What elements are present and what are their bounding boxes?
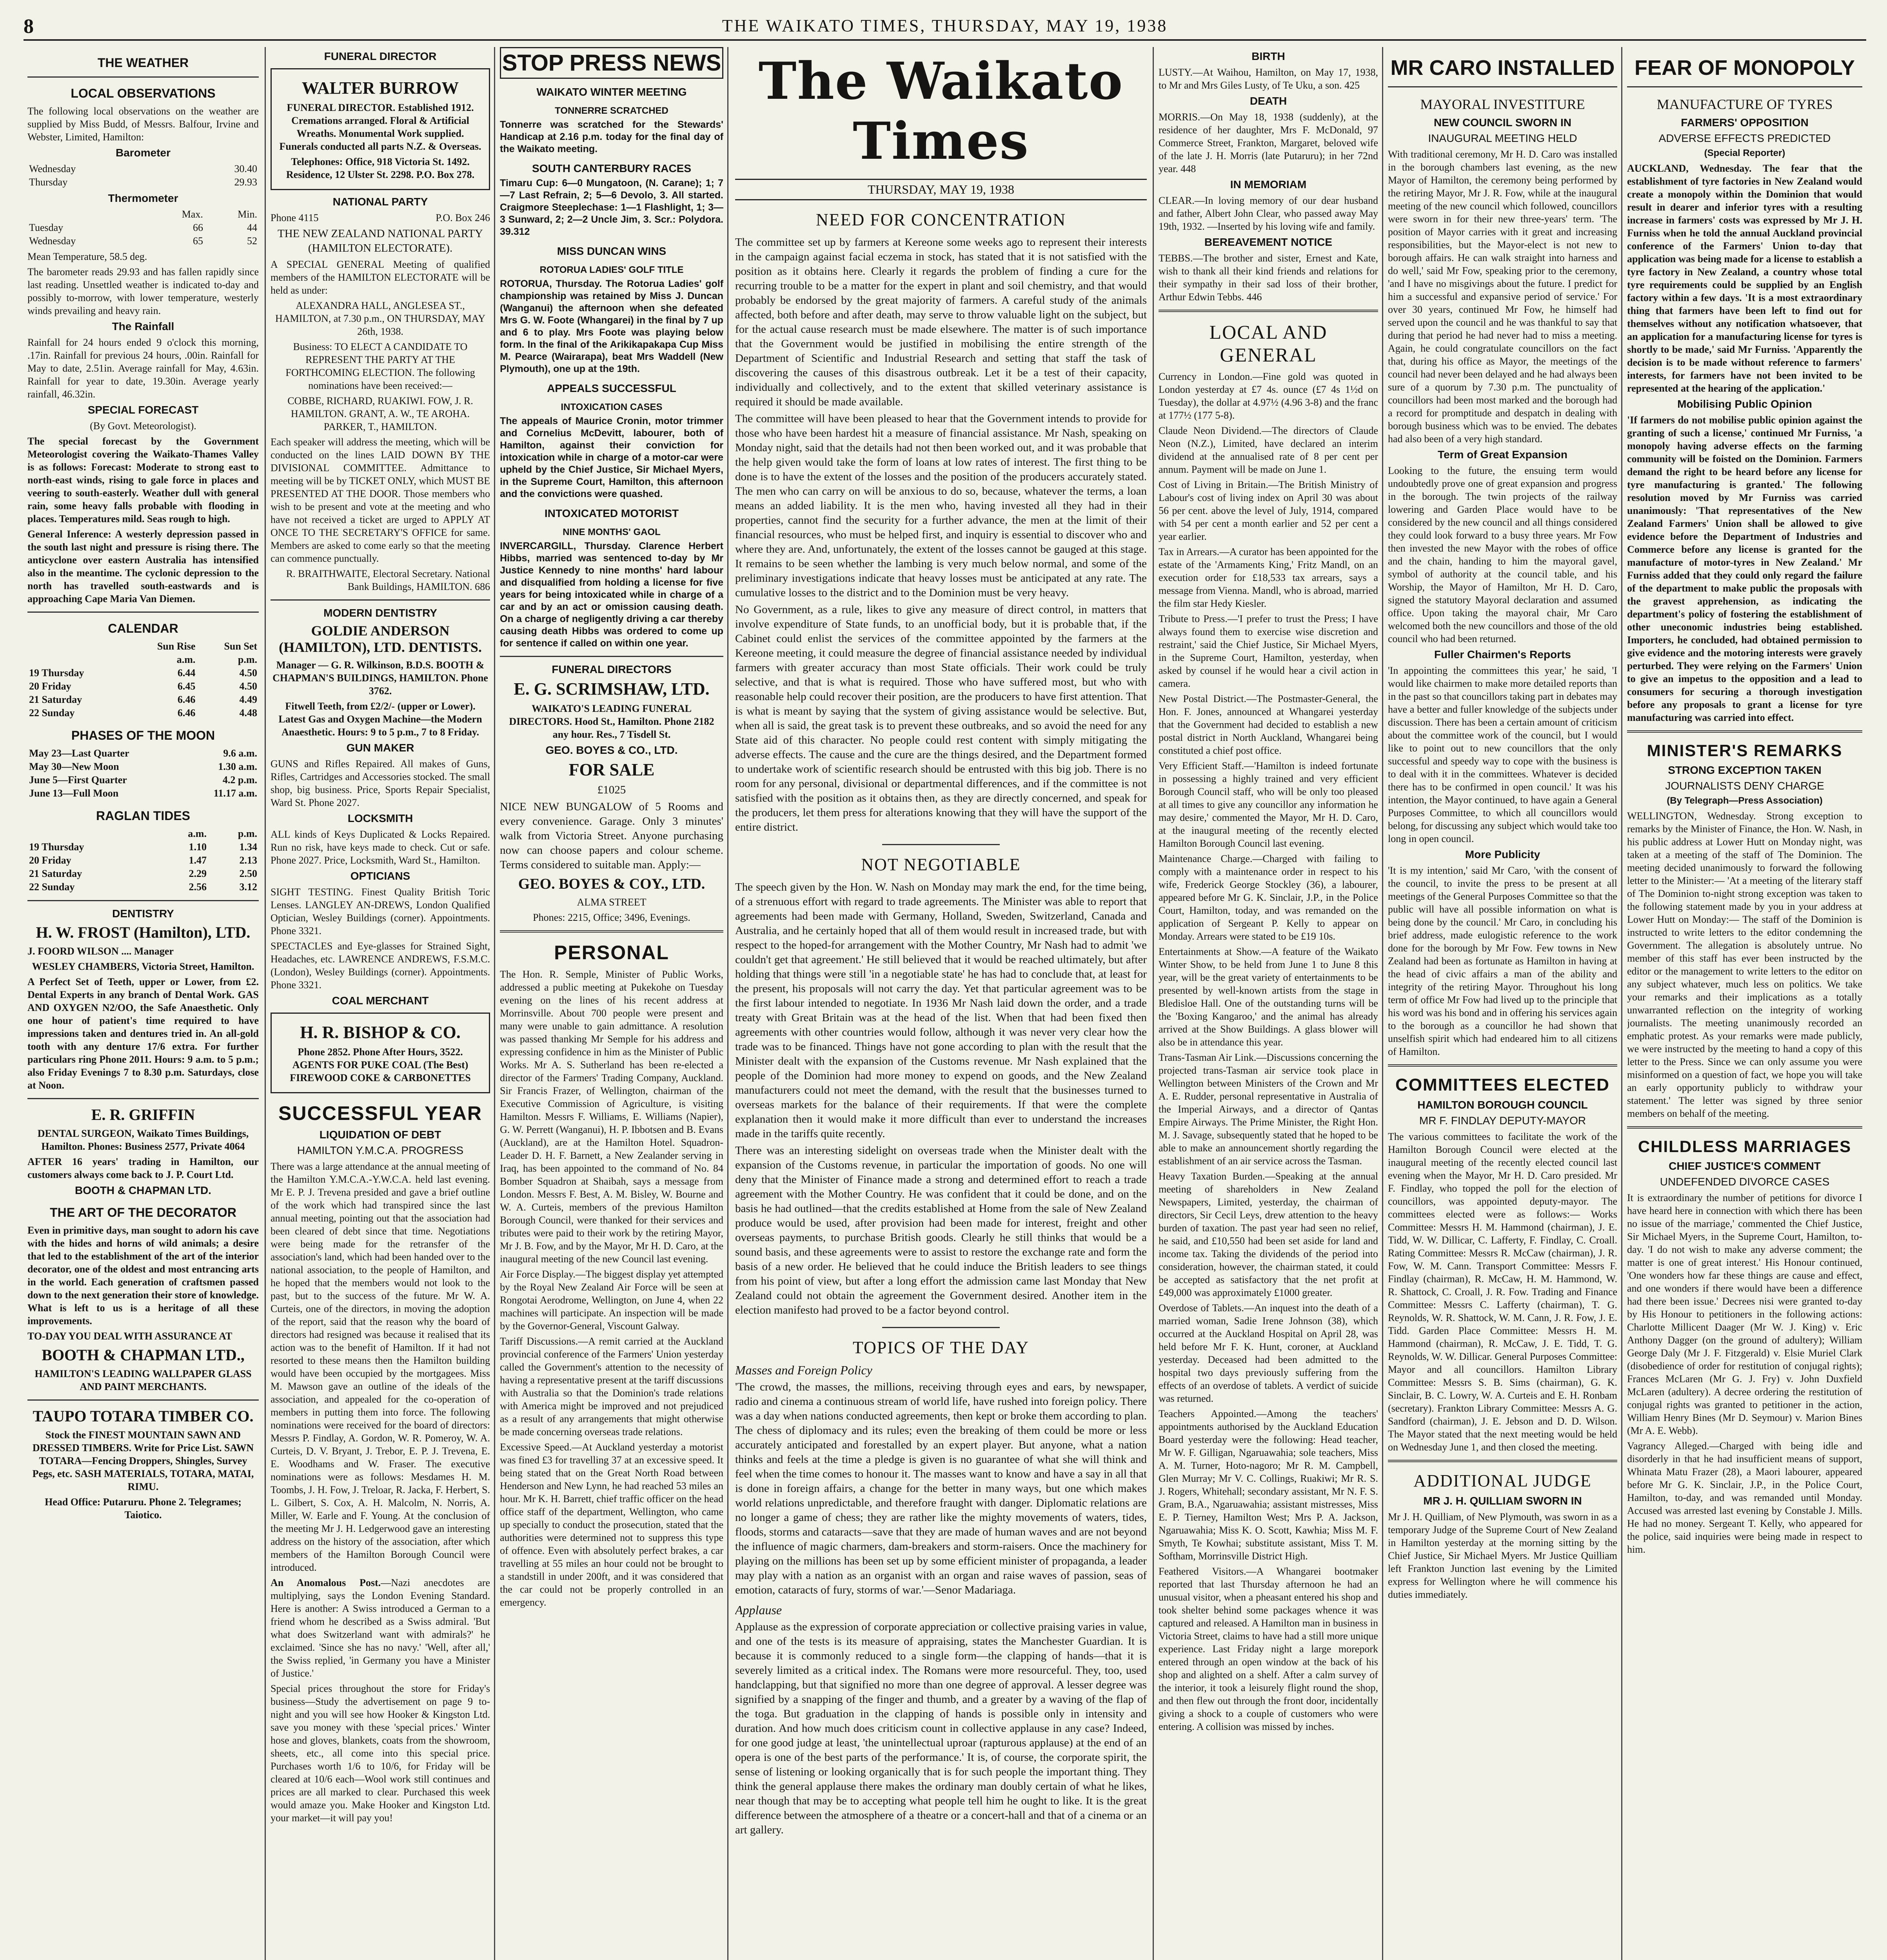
moon-heading: PHASES OF THE MOON (71, 728, 215, 742)
monopoly-sub3: ADVERSE EFFECTS PREDICTED (1658, 132, 1831, 144)
air-force-text: Air Force Display.—The biggest display yet attempted by the Royal New Zealand Air Force will be seen at Rongotai Aerodrome, Wellington, on June 4, when 22 machines will participate. An inspection will be made by the Governor-General, Viscount Galway. (500, 1269, 723, 1332)
scrimshaw-name: E. G. SCRIMSHAW, LTD. (514, 679, 710, 699)
decorator-text: Even in primitive days, man sought to adorn his cave with the hides and horns of wild animals; a desire that led to the establishment of the art of the interior decorator, one of the oldest and most entrancing arts in the world. Each generation of craftsmen passed down to the next generation their store of knowledge. What is left to us is a heritage of all these improvements. (27, 1225, 259, 1327)
masthead-line: THE WAIKATO TIMES, THURSDAY, MAY 19, 1938 (722, 16, 1168, 35)
column-caro (1388, 47, 1617, 1960)
local-heading: LOCAL AND GENERAL (1209, 321, 1328, 366)
calendar-table (27, 640, 259, 720)
mean-temperature: Mean Temperature, 58.5 deg. (27, 251, 147, 262)
local-item: Maintenance Charge.—Charged with failing to comply with a maintenance order in respect to his wife, Frederick George Stockley (36), a labourer, appeared before Mr G. K. Sinclair, J.P., in the Police Court, Hamilton, today, and was remanded on the application of Sergeant P. Kelly to appear on Monday. Arrears were stated to be £19 10s. (1159, 853, 1378, 942)
party-name: THE NEW ZEALAND NATIONAL PARTY (HAMILTON ELECTORATE). (278, 227, 483, 254)
table-row: May 23—Last Quarter 9.6 a.m. (29, 748, 257, 759)
observations-intro: The following local observations on the weather are supplied by Miss Budd, of Messrs. Balfour, Irvine and Webster, Limited, Hamilton: (27, 105, 259, 143)
topic2-title: Applause (735, 1603, 782, 1617)
local-item: Trans-Tasman Air Link.—Discussions concerning the projected trans-Tasman air service took place in Wellington between Ministers of the Crown and Mr A. E. Rudder, personal representative in Australia of the Imperial Airways, and a director of Qantas Empire Airways. The Prime Minister, the Right Hon. M. J. Savage, subsequently stated that he hoped to be able to make an announcement shortly regarding the establishment of an air service across the Tasman. (1159, 1052, 1378, 1167)
gun-text: GUNS and Rifles Repaired. All makes of Guns, Rifles, Cartridges and Accessories stocked. The small shop, big business. Price, Sports Repair Specialist, Ward St. Phone 2027. (271, 758, 490, 808)
stop-item: INTOXICATED MOTORIST NINE MONTHS' GAOL INVERCARGILL, Thursday. Clarence Herbert Hibbs, married was sentenced to-day by Mr Justice Kennedy to nine months' hard labour and disqualified from holding a license for five years for being intoxicated while in charge of a car and by an act or omission causing death. On a charge of negligently driving a car thereby causing death Hibbs was ordered to come up for sentence if called on within one year. (500, 507, 723, 649)
gun-heading: GUN MAKER (346, 742, 414, 754)
editorial-paragraph: The committee set up by farmers at Kereone some weeks ago to represent their interests in the campaign against facial eczema in stock, has stated that it is not satisfied with the position as it obtains here. Clearly it regards the problem of finding a cure for the recurring trouble to be a matter for the expert in plant and soil chemistry, and that would probably be endorsed by the great majority of farmers. A careful study of the animals affected, both before and after death, may serve to throw valuable light on the subject, but for the actual cause research must be made elsewhere. The matter is of such importance that the Government would be justified in mobilising the entire strength of the Department of Scientific and Industrial Research and setting that staff the task of discovering the causes of this disastrous outbreak. Let it be a test of their capacity, individually and collectively, and to the extent that skilled veterinary assistance is required it should be made available. (735, 236, 1147, 408)
ymca-sub2: HAMILTON Y.M.C.A. PROGRESS (297, 1144, 464, 1156)
personal-text: The Hon. R. Semple, Minister of Public Works, addressed a public meeting at Pukekohe on Tuesday evening on the lines of his recent address at Morrinsville. About 700 people were present and many were unable to gain admittance. A resolution was passed thanking Mr Semple for his address and expressing confidence in him as the Minister of Public Works. Mr A. S. Sutherland has been re-elected a director of the Farmers' Trading Company, Auckland. Sir Francis Frazer, of Wellington, chairman of the Executive Commission of Agriculture, is visiting Hamilton. Messrs F. Williams, E. Williams (Napier), G. W. Perrett (Wanganui), H. P. Ibbotsen and B. Evans (Auckland), are at the Hamilton Hotel. Squadron-Leader D. H. F. Barnett, a New Zealander serving in Iraq, has been appointed to the command of No. 84 Bomber Squadron at Shaibah, says a message from London. Messrs F. Best, A. M. Bisley, W. Bourne and W. A. Curteis, members of the previous Hamilton Borough Council, were thanked for their services and tributes were paid to their work by the retiring Mayor, Mr J. B. Fow, and by the Mayor, Mr H. D. Caro, at the inaugural meeting of the new Council last evening. (500, 969, 723, 1265)
spectacles-text: SPECTACLES and Eye-glasses for Strained Sight, Headaches, etc. LAWRENCE ANDREWS, F.S.M.C. (London), Wesley Buildings (corner). Appointments. Phone 3321. (271, 940, 490, 991)
party-more: Each speaker will address the meeting, which will be conducted on the lines LAID DOWN BY THE DIVISIONAL COMMITTEE. Admittance to meeting will be by TICKET ONLY, which MUST BE PRESENTED AT THE DOOR. Those members who wish to be present and vote at the meeting and who have not received a ticket are urged to APPLY AT ONCE TO THE SECRETARY'S OFFICE for same. Members are asked to come early so that the meeting can commence punctually. (271, 436, 490, 564)
childless-heading: CHILDLESS MARRIAGES (1638, 1137, 1852, 1156)
judge-sub: MR J. H. QUILLIAM SWORN IN (1423, 1495, 1582, 1507)
taupo-name: TAUPO TOTARA TIMBER CO. (33, 1407, 254, 1425)
local-item: Overdose of Tablets.—An inquest into the death of a married woman, Sadie Irene Johnson (38), which occurred at the Auckland Hospital on April 28, was held before Mr F. K. Hunt, coroner, at Auckland yesterday. Deceased had been admitted to the hospital two days previously suffering from the effects of an overdose of tablets. A verdict of suicide was returned. (1159, 1302, 1378, 1404)
stop-item: APPEALS SUCCESSFUL INTOXICATION CASES The appeals of Maurice Cronin, motor trimmer and Cornelius McDevitt, labourer, both of Hamilton, against their conviction for intoxication while in charge of a motor-car were upheld by the Chief Justice, Sir Michael Myers, in the Supreme Court, Hamilton, this afternoon and the convictions were quashed. (500, 382, 723, 499)
stop-item: SOUTH CANTERBURY RACES Timaru Cup: 6—0 Mungatoon, (N. Carane); 1; 7—7 Last Refrain, 2; 5—6 Devolo, 3. All started. Craigmore Steeplechase: 1—1 Flashlight, 1; 3—3 Sunward, 2; 2—2 Uncle Jim, 3. Scr.: Polydora. 39.312 (500, 162, 723, 237)
table-row: Thursday 29.93 (29, 176, 257, 188)
tides-heading: RAGLAN TIDES (96, 809, 190, 823)
party-phone: Phone 4115 (271, 212, 319, 223)
column-stop-press (500, 47, 723, 1960)
extension-text: Looking to the future, the ensuing term would undoubtedly prove one of great expansion and progress in the borough. The twin projects of the railway lowering and Garden Place would have to be considered by the new council and all things considered they could look forward to a busy three years. Mr Fow then invested the new Mayor with the robes of office and the chain, handing to him the mayoral gavel, symbol of authority at the council table, and his Worship, the Mayor of Hamilton, Mr H. D. Caro, signed the statutory Mayoral declaration and assumed office. Upon taking the mayoral chair, Mr Caro welcomed both the new councillors and those of the old council who had been returned. (1388, 465, 1617, 644)
table-header: a.m. p.m. (176, 654, 257, 665)
local-item: Claude Neon Dividend.—The directors of Claude Neon (N.Z.), Limited, have declared an interim dividend at the annualised rate of 8 per cent per annum. Payment will be made on June 1. (1159, 425, 1378, 475)
barometer-heading: Barometer (115, 147, 171, 159)
burrow-name: WALTER BURROW (301, 78, 459, 98)
page-number: 8 (24, 15, 34, 38)
editorial-title: NEED FOR CONCENTRATION (816, 210, 1066, 229)
column-rule (1153, 47, 1154, 1960)
lock-heading: LOCKSMITH (347, 812, 413, 824)
party-heading: NATIONAL PARTY (332, 196, 428, 208)
birth-notice: LUSTY.—At Waihou, Hamilton, on May 17, 1938, to Mr and Mrs Giles Lusty, of Te Uku, a son. 425 (1159, 67, 1378, 91)
scrimshaw-text: WAIKATO'S LEADING FUNERAL DIRECTORS. Hood St., Hamilton. Phone 2182 any hour. Res., 7 Tisdell St. (509, 703, 714, 740)
burrow-ad (271, 68, 490, 190)
fuller-text: 'In appointing the committees this year,' he said, 'I would like chairmen to make more detailed reports than in the past so that councillors taking part in debates may have a better and fuller knowledge of the subjects under discussion. There has been a certain amount of criticism about the committee work of the council, but I would like to point out to new councillors that the only successful and speedy way to cope with the business is to deal with it in the committees. Whatever is decided there has to be confirmed in open council.' It was his intention, the Mayor continued, to have again a General Purposes Committee, to which all councillors would belong, for discussing any subject which would take too long in open council. (1388, 665, 1617, 844)
column-ads (271, 47, 490, 1960)
party-text: A SPECIAL GENERAL Meeting of qualified members of the HAMILTON ELECTORATE will be held as under: (271, 259, 490, 296)
decorator-heading: THE ART OF THE DECORATOR (50, 1205, 236, 1220)
barometer-table (27, 162, 259, 189)
mobilising-text: 'If farmers do not mobilise public opinion against the granting of such a license,' continued Mr Furniss, 'a monopoly having adverse effects on the farming community will be foisted on the Dominion. Farmers demand the right to be heard before any license for tyre manufacturing is granted.' The following resolution moved by Mr Furniss was carried unanimously: 'That representatives of the New Zealand Farmers' Union shall be allowed to give evidence before the Department of Industries and Commerce before any license is granted for the manufacture of motor-tyres in New Zealand.' Mr Furniss added that they could only regard the failure of the department to make public the proposals with the gravest apprehension, as indicating the department's policy of fostering the establishment of other uneconomic industries being established. Importers, he concluded, had obtained permission to give evidence and the motoring interests were gravely perturbed. They were relying on the Farmers' Union to give an impetus to the opposition and a lead to consumers for securing a thorough investigation before any proposals to grant a license for tyre manufacturing was carried into effect. (1627, 414, 1862, 723)
special-text: Special prices throughout the store for Friday's business—Study the advertisement on page 9 to-night and you will see how Hooker & Kingston Ltd. save you money with these 'special prices.' Winter hose and gloves, blankets, coats from the showroom, sheets, etc., all come into this special price. Purchases worth 1/6 to 10/6, for Friday will be cleared at 10/6 each—Wool work still continues and prices are all marked to clear. Purchased this week would amaze you. Make Hooker and Kingston Ltd. your market—it will pay you! (271, 1683, 490, 1824)
sale-text: NICE NEW BUNGALOW of 5 Rooms and every convenience. Garage. Only 3 minutes' walk from Victoria Street. Anyone purchasing now can choose papers and colour scheme. Terms considered to suitable man. Apply:— (500, 800, 723, 871)
editorial2-paragraph: The speech given by the Hon. W. Nash on Monday may mark the end, for the time being, of a strenuous effort with regard to trade agreements. The Minister was able to report that agreements had been made with Germany, Holland, Sweden, Switzerland, Canada and Australia, and he certainly hoped that all of them would result in increased trade, but with respect to the hoped-for arrangement with the Mother Country, Mr Nash had to admit 'we couldn't get that agreement.' He still believed that it would be reached ultimately, but after holding that things were still 'in a negotiable state' he has had to conclude that, at least for the present, his proposals will not carry the day. Yet that particular agreement was to be the first labour intended to negotiate. In 1936 Mr Nash laid down the order, and a trade treaty with Great Britain was at the head of the list. When that had been fixed then agreements with other countries would follow, although it was never very clear how the trade was to be financed. Things have not gone according to plan with the result that the Minister dealt with the expansion of the Customs revenue. Mr Nash explained that the people of the Dominion had more money to expend on goods, and the New Zealand manufacturers could not meet the demand, with the result that the businesses turned to overseas markets for the balance of their requirements. If that were the complete explanation then it would make it more difficult than ever to understand the increases made in the tariffs quite recently. (735, 881, 1147, 1140)
taupo-office: Head Office: Putaruru. Phone 2. Telegrames; Taiotico. (45, 1496, 242, 1521)
bereavement-notice: TEBBS.—The brother and sister, Ernest and Kate, wish to thank all their kind friends and relations for their sympathy in their sad loss of their brother, Arthur Edwin Tebbs. 446 (1159, 252, 1378, 303)
table-row: 20 Friday 1.47 2.13 (29, 855, 257, 866)
divider (27, 900, 259, 901)
topics-title: TOPICS OF THE DAY (852, 1338, 1030, 1357)
table-row: 22 Sunday 2.56 3.12 (29, 881, 257, 893)
tides-table (27, 827, 259, 894)
frost-name: H. W. FROST (Hamilton), LTD. (36, 924, 251, 941)
judge-heading: ADDITIONAL JUDGE (1413, 1471, 1592, 1490)
topic1-text: 'The crowd, the masses, the millions, receiving through eyes and ears, by newspaper, radio and cinema a continuous stream of world life, have rushed into foreign policy. There was a day when nations conducted agreements, then kept or broke them according to plan. The chess of diplomacy and its rules; even the breaking of them could be more or less accurately anticipated and forestalled by an expert player. But anyone, what a nation thinks and feels at the time a pledge is given is no guarantee of what she will think and feel when the time comes to honour it. The masses want to know and have a say in all that is done in foreign affairs, a change for the better in many ways, but one which makes world relations unpredictable, and therefore fraught with danger. Diplomatic relations are no longer a game of chess; they are rather like the mighty movements of waters, tides, floods, storms and cataracts—save that they are made of human waves and are not beyond the influence of magic charmers, dam-breakers and storm-raisers. Once the machinery for playing on the millions has been set up by some efficient minister of propaganda, a leader may play with a nation as an organist with an organ and raise waves of passion, seas of emotion, cataracts of fury, storms of war.'—Senor Madariaga. (735, 1381, 1147, 1596)
table-row: 21 Saturday 2.29 2.50 (29, 868, 257, 879)
divider (1159, 310, 1378, 312)
inference-text: General Inference: A westerly depression passed in the south last night and pressure is rising there. The anticyclone over eastern Australia has intensified also in the meantime. The cyclonic depression to the north has travelled south-eastwards and is approaching Cape Maria Van Diemen. (27, 528, 259, 604)
local-item: Heavy Taxation Burden.—Speaking at the annual meeting of shareholders in New Zealand Newspapers, Limited, yesterday, the chairman of directors, Sir Cecil Leys, drew attention to the heavy burden of taxation. The past year had seen no relief, he said, and £10,550 had been set aside for land and income tax. Taking the dividends of the period into consideration, however, the chairman stated, it could be accepted as satisfactory that the net profit at £49,000 was approximately £1000 greater. (1159, 1171, 1378, 1298)
column-rule (727, 47, 728, 1960)
bishop-ad (271, 1013, 490, 1093)
page-header (24, 12, 1866, 41)
goldie-text: Manager — G. R. Wilkinson, B.D.S. BOOTH & CHAPMAN'S BUILDINGS, HAMILTON. Phone 3762. (272, 659, 488, 697)
post-paragraph (271, 1576, 490, 1680)
minister-text: WELLINGTON, Wednesday. Strong exception to remarks by the Minister of Finance, the Hon. W. Nash, in his public address at Lower Hutt on Monday night, was taken at a meeting of the staff of The Dominion. The meeting decided unanimously to forward the following letter to the Minister:— 'At a meeting of the literary staff of The Dominion to-night strong exception was taken to the following statement made by you in your address at Lower Hutt on Monday:— The staff of the Dominion is instructed to write letters to the editor condemning the Government. The allegation is absolutely untrue. No member of this staff has ever been instructed by the editor or the management to write letters to the editor on any subject whatever, much less on politics. We take your remarks and their implications as a totally unwarranted reflection on the integrity of working journalists. The meeting unanimously recorded an emphatic protest. As your remarks were made publicly, we were instructed by the meeting to hand a copy of this letter to the Press. Since we can only assume you were misinformed on a question of fact, we hope you will take an early opportunity publicly to withdraw your statement.' The letter was signed by three senior members on behalf of the meeting. (1627, 810, 1862, 1119)
tariff-text: Tariff Discussions.—A remit carried at the Auckland provincial conference of the Farmers' Union yesterday called the Government's attention to the necessity of having a representative present at the tariff discussions with Australia so that the Dominion's trade relations with America might be improved and not prejudiced as a result of any arrangements that might otherwise be made concerning overseas trade relations. (500, 1336, 723, 1437)
stop-item: MISS DUNCAN WINS ROTORUA LADIES' GOLF TITLE ROTORUA, Thursday. The Rotorua Ladies' golf championship was retained by Miss J. Duncan (Wanganui) the afternoon when she defeated Mrs G. W. Foote (Whangarei) in the final by 7 up and 6 to play. Mrs Foote was playing below form. In the final of the Arikikapakapa Cup Miss M. Pearce (Wairarapa), beat Mrs Waddell (New Plymouth), one up at the 19th. (500, 245, 723, 374)
stop-press-heading: STOP PRESS NEWS (500, 47, 723, 79)
local-item: Currency in London.—Fine gold was quoted in London yesterday at £7 4s. ounce (£7 4s 1½d on Tuesday), the dollar at 4.97½ (4.96 3-8) and the franc at 177½ (177 5-8). (1159, 371, 1378, 421)
column-rule (1621, 47, 1622, 1960)
boyes-rule: GEO. BOYES & CO., LTD. (545, 744, 678, 756)
dentistry-heading: DENTISTRY (112, 907, 174, 920)
divider (1627, 86, 1862, 87)
griffin-text: DENTAL SURGEON, Waikato Times Buildings, Hamilton. Phones: Business 2577, Private 4064 (37, 1128, 249, 1152)
editorial-paragraph: The committee will have been pleased to hear that the Government intends to provide for those who have been hardest hit a measure of financial assistance. Mr Nash, speaking on Monday night, said that the details had not then been worked out, and it was probable that the help given would take the form of loans at low rates of interest. The first thing to be done is to have the extent of the losses and the position of the producers accurately stated. The men who can carry on will be anxious to do so, because, whatever the terms, a loan means an added liability. It is the men who, having invested all they had in their properties, cannot find the security for a further advance, the men at the limit of their financial resources, who must be helped first, and inquiry is essential to discover who and where they are. And, unfortunately, the extent of the losses cannot be gauged at this stage. It remains to be seen whether the lambing is very much below normal, and some of the preliminary investigations indicate that heavy losses must be anticipated at any rate. The cumulative losses to the district and to the Dominion must be very heavy. (735, 412, 1147, 599)
bishop-text: Phone 2852. Phone After Hours, 3522. AGENTS FOR PUKE COAL (The Best) FIREWOOD COKE & CARBONETTES (290, 1046, 471, 1083)
forecast-heading: SPECIAL FORECAST (87, 404, 199, 416)
ymca-heading: SUCCESSFUL YEAR (278, 1102, 482, 1124)
column-editorial (735, 47, 1147, 1960)
ymca-sub1: LIQUIDATION OF DEBT (319, 1129, 441, 1141)
local-item: Feathered Visitors.—A Whangarei bootmaker reported that last Thursday afternoon he had an unusual visitor, when a pheasant entered his shop and took shelter behind some packages whence it was captured and released. A Hamilton man in business in Victoria Street, claims to have had a still more unique experience. Last Friday night a large morepork entered through an open window at the back of his shop and alighted on a shelf. After a calm survey of the interior, it took a leisurely flight round the shop, and then flew out through the front door, incidentally giving a shock to a couple of customers who were entering. A collision was missed by inches. (1159, 1566, 1378, 1732)
after-text: AFTER 16 years' trading in Hamilton, our customers always come back to J. P. Court Ltd. (27, 1156, 259, 1180)
minister-heading: MINISTER'S REMARKS (1647, 741, 1843, 760)
judge-text: Mr J. H. Quilliam, of New Plymouth, was sworn in as a temporary Judge of the Supreme Court of New Zealand in Hamilton yesterday at the morning sitting by the Chief Justice, Sir Michael Myers. Mr Justice Quilliam left Frankton Junction last evening by the Limited express for Wellington where he will commence his duties immediately. (1388, 1511, 1617, 1600)
funeral-heading: FUNERAL DIRECTOR (324, 50, 437, 62)
local-item: Teachers Appointed.—Among the teachers' appointments authorised by the Auckland Education Board yesterday were the following: Head teacher, Mr W. F. Gilligan, Ngaruawahia; sole teachers, Miss A. M. Turner, Hoto-nagoro; Mr R. M. Campbell, Glen Murray; Mr V. C. Collings, Ruakiwi; Mr R. S. J. Rogers, Whitehall; secondary assistant, Mr N. F. S. Gram, B.A., Ngaruawahia; assistant mistresses, Miss E. P. Tierney, Hamilton West; Mrs P. A. Jackson, Ngaruawahia; Miss K. O. Scott, Kawhia; Miss M. F. Smyth, Te Kowhai; substitute assistant, Miss T. M. Softham, Morrinsville District High. (1159, 1408, 1378, 1562)
booth-name: BOOTH & CHAPMAN LTD., (42, 1346, 245, 1364)
frost-manager: J. FOORD WILSON .... Manager (27, 946, 174, 957)
table-row: Tuesday 66 44 (29, 222, 257, 233)
monopoly-text: AUCKLAND, Wednesday. The fear that the establishment of tyre factories in New Zealand would create a monopoly within the Dominion that would result in dearer and inferior tyres with a resulting increase in farmers' costs was expressed by Mr J. H. Furniss when he told the annual Auckland provincial conference of the Farmers' Union to-day that application was being made for a license to establish a tyre factory in New Zealand, a country whose total tyre requirements could be supplied by an English factory within a few days. 'It is a most extraordinary thing that farmers have been left to find out for themselves without any notification whatsoever, that an application for a manufacturing license for tyres is shortly to be made,' said Mr Furniss. 'Apparently the decision is to be made without reference to farmers' interests, for farmers have not been invited to be represented at the hearing of the application.' (1627, 163, 1862, 394)
divider (27, 1098, 259, 1099)
table-row: June 13—Full Moon 11.17 a.m. (29, 788, 257, 799)
frost-ad: A Perfect Set of Teeth, upper or Lower, from £2. Dental Experts in any branch of Dental Work. GAS AND OXYGEN N2/OO, the Safe Anaesthetic. Only one hour of patient's time required to have impressions taken and dentures tried in. An all-gold tooth with any denture 17/6 extra. For further particulars ring Phone 2011. Hours: 9 a.m. to 5 p.m.; also Friday Evenings 7 to 8.30 p.m. Saturdays, close at Noon. (27, 976, 259, 1091)
post-text: —Nazi anecdotes are multiplying, says the London Evening Standard. Here is another: A Swiss introduced a German to a friend whom he described as a Swiss admiral. 'But what does Switzerland want with admirals?' he exclaimed. 'Since she has no navy.' 'Well, after all,' the Swiss replied, 'in Germany you have a Minister of Justice.' (271, 1577, 490, 1679)
local-item: New Postal District.—The Postmaster-General, the Hon. F. Jones, announced at Whangarei yesterday that the Government had decided to establish a new postal district in North Auckland, Whangarei being constituted a chief post office. (1159, 693, 1378, 756)
burrow-text: FUNERAL DIRECTOR. Established 1912. Cremations arranged. Floral & Artificial Wreaths. Monumental Work supplied. Funerals conducted all parts N.Z. & Overseas. (279, 102, 481, 152)
griffin-name: E. R. GRIFFIN (91, 1106, 195, 1123)
column-rule (494, 47, 495, 1960)
opticians-text: SIGHT TESTING. Finest Quality British Toric Lenses. LANGLEY AN-DREWS, London Qualified Optician, Wesley Buildings (corner). Appointments. Phone 3321. (271, 886, 490, 936)
local-item: Tribute to Press.—'I prefer to trust the Press; I have always found them to exercise wise discretion and restraint,' said the Chief Justice, Sir Michael Myers, in the Supreme Court, Hamilton, yesterday, when asked by counsel if he would hear a civil action in camera. (1159, 613, 1378, 689)
topic2-text: Applause as the expression of corporate appreciation or collective praising varies in value, and one of the tests is its measure of appraising, states the Manchester Guardian. It is because it is commonly reduced to a single form—the clapping of hands—that it is severely limited as a critical index. The Romans were more resourceful. They, too, used handclapping, but that signified no more than one degree of approval. A lesser degree was signified by a snapping of the finger and thumb, and a greater by a waving of the flap of the toga. But graduation in the clapping of hands is possible only in intensity and duration. And how much does criticism count in collective applause in any case? Indeed, for one good judge at least, 'the unintellectual uproar (rapturous applause) at the end of an opera is one of the best parts of the performance.' It is, of course, the corporate spirit, the sense of listening or looking organically that is for such people the important thing. They think the general applause there makes the ordinary man doubly certain of what he likes, near though that may be to accepting what people tell him he ought to like. It is the great difference between the atmosphere of a theatre or a concert-hall and that of a cinema or an art gallery. (735, 1621, 1147, 1836)
rainfall-text: Rainfall for 24 hours ended 9 o'clock this morning, .17in. Rainfall for previous 24 hours, .00in. Rainfall for May to date, 2.51in. Average rainfall for May, 4.63in. Rainfall for year to date, 19.30in. Average yearly rainfall, 46.32in. (27, 337, 259, 400)
committees-sub1: HAMILTON BOROUGH COUNCIL (1417, 1099, 1588, 1111)
mobilising-heading: Mobilising Public Opinion (1677, 398, 1812, 410)
table-row: 22 Sunday 6.46 4.48 (29, 707, 257, 719)
vagrancy-text: Vagrancy Alleged.—Charged with being idle and disorderly in that he had insufficient means of support, Whinata Matu Frazer (28), a Maori labourer, appeared before Mr G. K. Sinclair, J.P., in the Police Court, Hamilton, to-day, and was remanded until Monday. Accused was arrested last evening by Constable J. Mills. He had no money. Sergeant T. Kelly, who appeared for the police, said inquiries were being made in respect to him. (1627, 1440, 1862, 1555)
boyes-name: GEO. BOYES & COY., LTD. (518, 876, 705, 892)
childless-sub1: CHIEF JUSTICE'S COMMENT (1669, 1160, 1821, 1172)
opticians-heading: OPTICIANS (350, 870, 410, 882)
for-sale-heading: FOR SALE (568, 760, 655, 779)
monopoly-sub2: FARMERS' OPPOSITION (1681, 116, 1809, 129)
bereavement-heading: BEREAVEMENT NOTICE (1204, 236, 1333, 248)
sale-price: £1025 (597, 784, 626, 796)
divider (1388, 1064, 1617, 1067)
taupo-text: Stock the FINEST MOUNTAIN SAWN AND DRESSED TIMBERS. Write for Price List. SAWN TOTARA—Fencing Droppers, Shingles, Survey Pegs, etc. SASH MATERIALS, TOTARA, MATAI, RIMU. (32, 1429, 254, 1492)
divider (500, 656, 723, 657)
memoriam-notice: CLEAR.—In loving memory of our dear husband and father, Albert John Clear, who passed away May 19th, 1932. —Inserted by his loving wife and family. (1159, 195, 1378, 232)
forecast-text: The special forecast by the Government Meteorologist covering the Waikato-Thames Valley is as follows: Forecast: Moderate to strong east to north-east winds, rising to gale force in places and veering to south-easterly. Weather dull with general rain, some heavy falls probable with flooding in places. Temperatures mild. Seas rough to high. (27, 436, 259, 524)
caro-text: With traditional ceremony, Mr H. D. Caro was installed in the borough chambers last evening, as the new Mayor of Hamilton, the ceremony being performed by the retiring Mayor, Mr J. R. Fow, while at the inaugural meeting of the new council which followed, councillors were sworn in for their new three-years' term. 'The position of Mayor carries with it great and increasing responsibilities, but the Mayor-elect is not new to borough affairs. He can walk straight into harness and do well,' said Mr Fow, speaking prior to the ceremony, 'and I have no misgivings about the future. I predict for him a successful and expansive period of service.' For over 30 years, continued Mr Fow, he himself had served upon the council and he was thankful to say that during that period he had never had to miss a meeting. Again, he could congratulate councillors on the fact that, during his office as Mayor, the meetings of the council had never been delayed and he had always been sure of a quorum by 7.30 p.m. The punctuality of councillors had been most marked and the borough had a record for promptitude and despatch in dealing with borough business which was to be envied. The debates had also been of a very high standard. (1388, 149, 1617, 445)
table-header: Max. Min. (182, 209, 257, 220)
table-row: Wednesday 65 52 (29, 235, 257, 247)
table-row: 20 Friday 6.45 4.50 (29, 681, 257, 692)
memoriam-heading: IN MEMORIAM (1230, 178, 1307, 191)
column-weather (27, 47, 259, 1960)
committees-sub2: MR F. FINDLAY DEPUTY-MAYOR (1419, 1114, 1586, 1127)
column-rule (1382, 47, 1383, 1960)
death-heading: DEATH (1250, 95, 1287, 107)
table-row: 19 Thursday 6.44 4.50 (29, 667, 257, 679)
stop-item: WAIKATO WINTER MEETING TONNERRE SCRATCHED Tonnerre was scratched for the Stewards' Handicap at 2.16 p.m. today for the final day of the Waikato meeting. (500, 86, 723, 154)
divider (27, 1399, 259, 1401)
caro-sub3: INAUGURAL MEETING HELD (1428, 132, 1577, 144)
childless-sub2: UNDEFENDED DIVORCE CASES (1660, 1176, 1830, 1188)
minister-sub1: STRONG EXCEPTION TAKEN (1668, 764, 1822, 776)
column-local (1159, 47, 1378, 1960)
frost-address: WESLEY CHAMBERS, Victoria Street, Hamilton. (32, 961, 254, 972)
barometer-text: The barometer reads 29.93 and has fallen rapidly since last reading. Unsettled weather is indicated to-day and possibly to-morrow, with lower temperature, westerly winds prevailing and heavy rain. (27, 266, 259, 316)
calendar-heading: CALENDAR (108, 621, 178, 635)
local-item: Cost of Living in Britain.—The British Ministry of Labour's cost of living index on April 30 was about 56 per cent. above the level of July, 1914, compared with 54 per cent a month earlier and 52 per cent a year earlier. (1159, 479, 1378, 542)
modern-dentistry-heading: MODERN DENTISTRY (323, 607, 437, 619)
death-notice: MORRIS.—On May 18, 1938 (suddenly), at the residence of her daughter, Mrs F. McDonald, 97 Commerce Street, Frankton, Margaret, beloved wife of the late J. H. Morris (late Putaruru); in her 72nd year. 448 (1159, 111, 1378, 174)
lock-text: ALL kinds of Keys Duplicated & Locks Repaired. Run no risk, have keys made to check. Cut or safe. Phone 2027. Price, Locksmith, Ward St., Hamilton. (271, 829, 490, 866)
editorial2-title: NOT NEGOTIABLE (861, 855, 1021, 874)
party-box: P.O. Box 246 (436, 212, 490, 223)
ymca-text: There was a large attendance at the annual meeting of the Hamilton Y.M.C.A.-Y.W.C.A. held last evening. Mr E. P. J. Trevena presided and gave a brief outline of the work which had transpired since the last annual meeting, pointing out that the association had been cleared of debt since that time. Negotiations were being made for the retransfer of the association's land, which had been handed over to the national association, to the people of Hamilton, and he hoped that the members would not look to the past, but to the success of the future. Mr W. A. Curteis, one of the directors, in moving the adoption of the report, said that the reason why the board of directors had resigned was because it realised that its action was to the benefit of Hamilton. If it had not resorted to these means then the Hamilton building would have been occupied by the mortgagees. Miss M. Mawson gave an outline of the ideals of the association, and appealed for the co-operation of members in putting them into force. The following nominations were received for the board of directors: Messrs P. Findlay, A. Gordon, W. R. Pomeroy, W. A. Curteis, D. V. Bryant, J. Trebor, E. P. J. Trevena, E. E. Woodhams and W. Fraser. The executive nominations were as follows: Mesdames H. M. Toombs, J. H. Fow, J. Treloar, R. Jacka, F. Herbert, S. L. Gilbert, S. Cox, A. H. Malcolm, N. Norris, A. Miller, W. Earle and F. Young. At the conclusion of the meeting Mr J. H. Ledgerwood gave an interesting address on the history of the association, after which members of the Hamilton Borough Council were introduced. (271, 1161, 490, 1573)
observations-heading: LOCAL OBSERVATIONS (71, 86, 216, 100)
divider (271, 599, 490, 601)
party-contact (271, 211, 490, 224)
coal-heading: COAL MERCHANT (332, 995, 429, 1007)
dateline: THURSDAY, MAY 19, 1938 (735, 179, 1147, 200)
boyes-phones: Phones: 2215, Office; 3496, Evenings. (533, 912, 690, 923)
divider (500, 930, 723, 933)
monopoly-headline: FEAR OF MONOPOLY (1634, 56, 1855, 80)
birth-heading: BIRTH (1251, 50, 1285, 62)
publicity-text: 'It is my intention,' said Mr Caro, 'with the consent of the council, to invite the press to be present at all meetings of the General Purposes Committee so that the public will have all possible information on what is being done by the council.' Mr Caro, in concluding his brief address, made eulogistic reference to the work done for the borough by Mr Fow. Few towns in New Zealand had been as fortunate as Hamilton in having at the head of civic affairs a man of the ability and integrity of the retiring Mayor. Throughout his long term of office Mr Fow had lived up to the principle that his word was his bond and in offering his services again to the borough as a councillor he had shown that unselfish spirit which had endeared him to all citizens of Hamilton. (1388, 865, 1617, 1057)
goldie-ad: Fitwell Teeth, from £2/2/- (upper or Lower). Latest Gas and Oxygen Machine—the Modern Anaesthetic. Hours: 9 to 5 p.m., 7 to 8 Friday. (278, 701, 482, 738)
committees-text: The various committees to facilitate the work of the Hamilton Borough Council were elected at the inaugural meeting of the recently elected council last evening when the Mayor, Mr H. D. Caro presided. Mr F. Findlay, who topped the poll for the election of councillors, was appointed deputy-mayor. The committees elected were as follows:— Works Committee: Messrs H. M. Hammond (chairman), J. E. Tidd, W. W. Dillicar, C. Lafferty, F. Findlay, C. Croall. Rating Committee: Messrs R. McCaw (chairman), J. R. Fow, W. M. Cann. Transport Committee: Messrs F. Findlay (chairman), R. McCaw, H. M. Hammond, W. R. Shattock, C. Croall, J. R. Fow. Trading and Finance Committee: Messrs C. Lafferty (chairman), T. G. Reynolds, W. R. Shattock, W. M. Cann, J. R. Fow, J. E. Tidd. Garden Place Committee: Messrs H. M. Hammond (chairman), R. McCaw, J. E. Tidd, T. G. Reynolds, W. W. Dillicar. General Purposes Committee: Mayor and all councillors. Hamilton Library Committee: Messrs S. B. Sims (chairman), G. K. Sinclair, B. C. Lowry, W. A. Curteis and E. H. Ronbam (secretary). Frankton Library Committee: Messrs A. G. Sandford (chairman), J. E. Jebson and D. D. Wilson. The Mayor stated that the next meeting would be held on Wednesday June 1, and then closed the meeting. (1388, 1131, 1617, 1453)
thermometer-heading: Thermometer (108, 192, 178, 204)
caro-sub2: NEW COUNCIL SWORN IN (1433, 116, 1572, 129)
local-item: Tax in Arrears.—A curator has been appointed for the estate of the 'Armaments King,' Fritz Mandl, on an execution order for £18,533 tax arrears, says a message from Vienna. Mandl, who is abroad, married the film star Hedy Kiesler. (1159, 546, 1378, 609)
topic1-title: Masses and Foreign Policy (735, 1363, 872, 1377)
table-header: Sun Rise Sun Set (157, 641, 257, 652)
minister-sub3: (By Telegraph—Press Association) (1667, 795, 1823, 806)
booth-rule: BOOTH & CHAPMAN LTD. (75, 1184, 211, 1196)
party-venue: ALEXANDRA HALL, ANGLESEA ST., HAMILTON, at 7.30 p.m., ON THURSDAY, MAY 26th, 1938. (275, 300, 485, 337)
table-row: May 30—New Moon 1.30 a.m. (29, 761, 257, 772)
divider (1388, 1460, 1617, 1462)
booth-tagline: HAMILTON'S LEADING WALLPAPER GLASS AND PAINT MERCHANTS. (35, 1368, 252, 1392)
nameplate: The Waikato Times (758, 51, 1124, 171)
fuller-heading: Fuller Chairmen's Reports (1434, 648, 1571, 661)
personal-heading: PERSONAL (554, 942, 669, 964)
divider (27, 76, 259, 78)
today-text: TO-DAY YOU DEAL WITH ASSURANCE AT (27, 1330, 232, 1342)
publicity-heading: More Publicity (1465, 848, 1540, 860)
monopoly-sub1: MANUFACTURE OF TYRES (1656, 96, 1833, 112)
divider (1627, 1126, 1862, 1129)
speed-text: Excessive Speed.—At Auckland yesterday a motorist was fined £3 for travelling 37 at an excessive speed. It being stated that on the Great North Road between Henderson and New Lynn, he had reached 53 miles an hour. Mr K. H. Barrett, chief traffic officer on the head office staff of the department, Wellington, who came up specially to conduct the prosecution, stated that the authorities were determined not to suppress this type of offence. Even with absolutely perfect brakes, a car travelling at 55 miles an hour could not be brought to a standstill in under 200ft, and it was considered that the car could not be properly controlled in an emergency. (500, 1441, 723, 1608)
divider (1627, 730, 1862, 733)
rainfall-heading: The Rainfall (112, 320, 174, 332)
thermometer-table (27, 208, 259, 248)
bishop-name: H. R. BISHOP & CO. (300, 1023, 461, 1042)
table-row: 19 Thursday 1.10 1.34 (29, 841, 257, 853)
extension-heading: Term of Great Expansion (1438, 448, 1567, 461)
moon-table (27, 747, 259, 800)
divider (27, 612, 259, 613)
party-business: Business: TO ELECT A CANDIDATE TO REPRESENT THE PARTY AT THE FORTHCOMING ELECTION. The following nominations have been received:— (285, 341, 475, 391)
table-header: a.m. p.m. (188, 828, 257, 839)
post-title: An Anomalous Post. (271, 1577, 381, 1588)
party-signature: R. BRAITHWAITE, Electoral Secretary. National Bank Buildings, HAMILTON. 686 (286, 568, 490, 592)
caro-sub1: MAYORAL INVESTITURE (1420, 96, 1585, 112)
committees-heading: COMMITTEES ELECTED (1395, 1075, 1610, 1094)
forecast-sub: (By Govt. Meteorologist). (90, 420, 196, 432)
table-row: Wednesday 30.40 (29, 163, 257, 174)
childless-text: It is extraordinary the number of petitions for divorce I have heard here in connection with which there has been no issue of the marriage,' commented the Chief Justice, Sir Michael Myers, in the Supreme Court, Hamilton, to-day. 'I do not wish to make any adverse comment; the matter is one of great interest.' His Honour continued, 'One wonders how far these things are cause and effect, and one wonders if there would have been a difference had there been issue.' Decrees nisi were granted to-day by His Honour to petitioners in the following actions: Charlotte Millicent Daager (Mr W. J. King) v. Eric Anthony Dagger (on the ground of adultery); William George Daly (Mr J. F. Fitzgerald) v. Elsie Muriel Clark (disobedience of order for restitution of conjugal rights); Frances McLaren (Mr G. J. Fry) v. John Duxfield McLaren (adultery). A decree ordering the restitution of conjugal rights was granted to petitioner in the action, William Henry Bines (Mr D. Seymour) v. Marion Bines (Mr A. E. Webb). (1627, 1192, 1862, 1436)
monopoly-sub4: (Special Reporter) (1704, 148, 1785, 158)
table-row: June 5—First Quarter 4.2 p.m. (29, 774, 257, 786)
divider (1388, 86, 1617, 87)
column-monopoly (1627, 47, 1862, 1960)
local-item: Very Efficient Staff.—'Hamilton is indeed fortunate in possessing a highly trained and very efficient Borough Council staff, who will be only too pleased at all times to give any councillor any information he may desire,' commented the Mayor, Mr H. D. Caro, at the inaugural meeting of the recently elected Hamilton Borough Council last evening. (1159, 760, 1378, 849)
divider (882, 1327, 1000, 1328)
editorial2-paragraph: There was an interesting sidelight on overseas trade when the Minister dealt with the expansion of the Customs revenue, in particular the importation of goods. No one will deny that the Minister of Finance made a strong and determined effort to reach a trade agreement with the Mother Country. He was confident that it could be done, and on the basis he had outlined—that the credits established at Home from the sale of New Zealand produce would be used, after provision had been made for interest, freight and other overseas payments, to purchase British goods. Clearly he still thinks that would be a sound basis, and these agreements were to assist to restore the exchange rate and form the basis of a new order. He believed that he could induce the British leaders to see things from his point of view, but after a long effort the admission came last Monday that New Zealand could not obtain the agreement the Government desired. Another item in the election manifesto had proved to be a factor beyond control. (735, 1144, 1147, 1316)
funeral2-heading: FUNERAL DIRECTORS (552, 663, 672, 675)
local-item: Entertainments at Show.—A feature of the Waikato Winter Show, to be held from June 1 to June 8 this year, will be the great variety of entertainments to be presented by well-known artists from the stage in Bledisloe Hall. One of the outstanding turns will be the 'Boxing Kangaroo,' and the animal has already arrived at the Show Buildings. A glass blower will also be in attendance this year. (1159, 946, 1378, 1048)
editorial-paragraph: No Government, as a rule, likes to give any measure of direct control, in matters that involve expenditure of State funds, to an unofficial body, but it is probable that, if the Cabinet could enlist the services of the committee appointed by the farmers at the Kereone meeting, it could measure the degree of financial assistance needed by individual farmers with greater accuracy than most State officials. Their work could be truly selective, and that is what is required. Those who have suffered most, but who with reasonable help could recover their position, are the producers to have first attention. That is what is meant by saying that the system of giving assistance would be selective. But, when all is said, the great task is to prevent these outbreaks, and so avoid the need for any State aid of this character. No people could rest content with simply mitigating the adverse effects. The cause and the cure are the things desired, and the Department formed to undertake work of scientific research should be entrusted with this big job. There is no room for any personal, divisional or departmental differences, and if the committee is not satisfied with the position as it obtains then, as they are directly concerned, and speak for the producers, let them press for alterations knowing that they will have the support of the entire district. (735, 603, 1147, 833)
table-row: 21 Saturday 6.46 4.49 (29, 694, 257, 705)
minister-sub2: JOURNALISTS DENY CHARGE (1665, 780, 1824, 792)
goldie-name: GOLDIE ANDERSON (HAMILTON), LTD. DENTISTS. (279, 623, 482, 655)
boyes-address: ALMA STREET (577, 897, 647, 908)
divider (882, 844, 1000, 845)
burrow-phones: Telephones: Office, 918 Victoria St. 1492. Residence, 12 Ulster St. 2298. P.O. Box 278. (286, 156, 475, 180)
caro-headline: MR CARO INSTALLED (1390, 56, 1615, 80)
party-nominees: COBBE, RICHARD, RUAKIWI. FOW, J. R. HAMILTON. GRANT, A. W., TE AROHA. PARKER, T., HAMILTON. (287, 395, 473, 432)
weather-heading: THE WEATHER (97, 56, 189, 70)
column-rule (265, 47, 266, 1960)
